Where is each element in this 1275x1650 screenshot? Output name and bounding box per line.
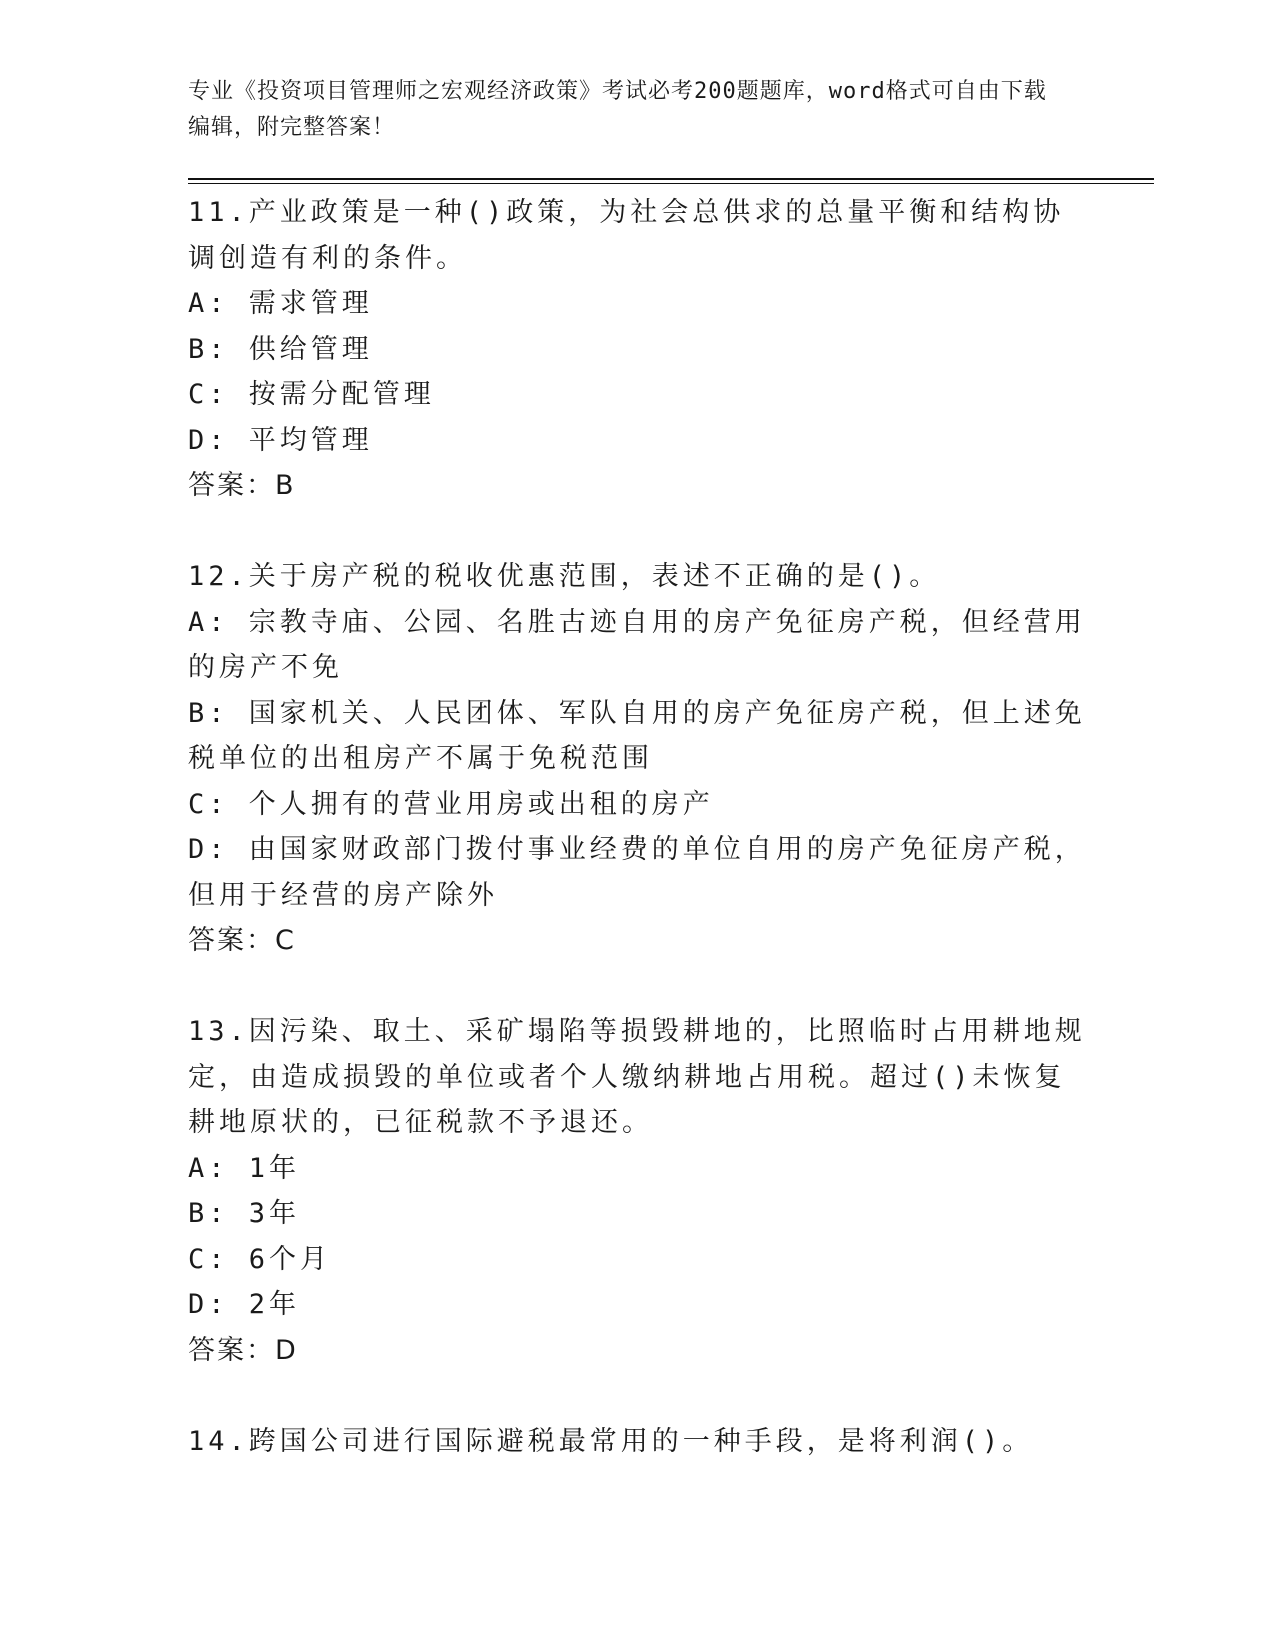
question-14 [188,1419,1088,1465]
option-d: D: 平均管理 [188,424,373,456]
question-stem: 14.跨国公司进行国际避税最常用的一种手段，是将利润()。 [188,1425,1034,1457]
answer: 答案：B [188,470,296,501]
option-c: C: 6个月 [188,1243,332,1275]
question-stem: 12.关于房产税的税收优惠范围，表述不正确的是()。 [188,561,941,592]
document-header [188,74,1068,146]
question-11 [188,190,1088,509]
question-gap [188,964,1088,1010]
question-13 [188,1009,1088,1373]
document-title: 专业《投资项目管理师之宏观经济政策》考试必考200题题库，word格式可自由下载编辑，附完整答案！ [188,79,1047,140]
option-c: C: 按需分配管理 [188,379,435,410]
answer: 答案：C [188,925,296,956]
option-b: B: 国家机关、人民团体、军队自用的房产免征房产税，但上述免税单位的出租房产不属于免税范围 [188,697,1086,774]
option-c: C: 个人拥有的营业用房或出租的房产 [188,788,714,820]
question-stem: 13.因污染、取土、采矿塌陷等损毁耕地的，比照临时占用耕地规定，由造成损毁的单位或者个人缴纳耕地占用税。超过()未恢复耕地原状的，已征税款不予退还。 [188,1016,1086,1138]
question-gap [188,509,1088,555]
option-d: D: 2年 [188,1289,301,1320]
option-a: A: 宗教寺庙、公园、名胜古迹自用的房产免征房产税，但经营用的房产不免 [188,606,1086,683]
question-stem: 11.产业政策是一种()政策，为社会总供求的总量平衡和结构协调创造有利的条件。 [188,197,1065,274]
option-d: D: 由国家财政部门拨付事业经费的单位自用的房产免征房产税，但用于经营的房产除外 [188,834,1086,911]
question-gap [188,1373,1088,1419]
option-b: B: 3年 [188,1198,301,1229]
header-divider-thin [188,183,1154,184]
question-list [188,190,1088,1464]
question-12 [188,554,1088,964]
option-a: A: 需求管理 [188,288,373,319]
option-a: A: 1年 [188,1152,301,1184]
header-divider-thick [188,178,1154,180]
answer: 答案：D [188,1334,298,1366]
option-b: B: 供给管理 [188,333,373,365]
